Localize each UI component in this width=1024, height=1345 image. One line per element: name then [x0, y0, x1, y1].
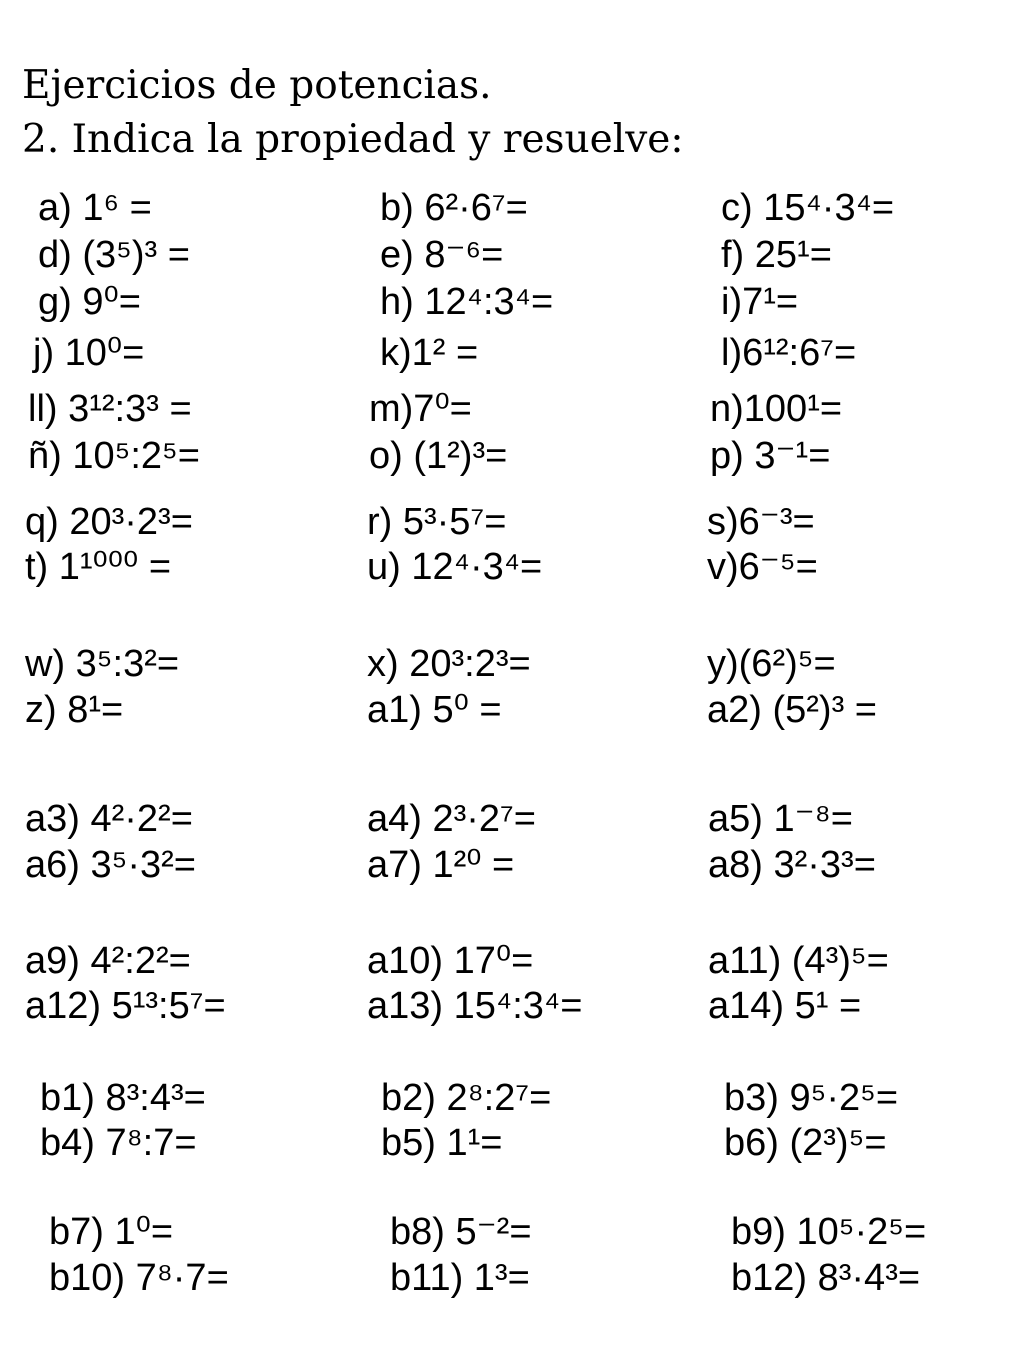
exercise-u: u) 12⁴·3⁴= [367, 546, 543, 588]
exercise-a14: a14) 5¹ = [708, 985, 862, 1027]
exercise-a8: a8) 3²·3³= [708, 844, 876, 886]
exercise-o: o) (1²)³= [369, 435, 508, 477]
exercise-instruction: 2. Indica la propiedad y resuelve: [22, 117, 684, 162]
exercise-n: n)100¹= [710, 388, 843, 430]
exercise-a4: a4) 2³·2⁷= [367, 798, 536, 840]
exercise-a2: a2) (5²)³ = [707, 689, 877, 731]
exercise-b8: b8) 5⁻²= [390, 1211, 532, 1253]
exercise-b3: b3) 9⁵·2⁵= [724, 1077, 899, 1119]
exercise-b11: b11) 1³= [390, 1257, 530, 1299]
exercise-a5: a5) 1⁻⁸= [708, 798, 853, 840]
exercise-e: e) 8⁻⁶= [380, 234, 504, 276]
exercise-d: d) (3⁵)³ = [38, 234, 190, 276]
exercise-a6: a6) 3⁵·3²= [25, 844, 196, 886]
exercise-b1: b1) 8³:4³= [40, 1077, 206, 1119]
exercise-m: m)7⁰= [369, 388, 472, 430]
worksheet-title: Ejercicios de potencias. [22, 63, 492, 108]
exercise-t: t) 1¹⁰⁰⁰ = [25, 546, 172, 588]
exercise-a1: a1) 5⁰ = [367, 689, 502, 731]
exercise-z: z) 8¹= [25, 689, 124, 731]
exercise-b5: b5) 1¹= [381, 1122, 503, 1164]
exercise-x: x) 20³:2³= [367, 643, 531, 685]
exercise-b: b) 6²·6⁷= [380, 187, 528, 229]
exercise-r: r) 5³·5⁷= [367, 501, 507, 543]
exercise-b10: b10) 7⁸·7= [49, 1257, 229, 1299]
exercise-ll: ll) 3¹²:3³ = [28, 388, 192, 430]
exercise-v: v)6⁻⁵= [707, 546, 818, 588]
exercise-c: c) 15⁴·3⁴= [721, 187, 895, 229]
exercise-f: f) 25¹= [721, 234, 832, 276]
exercise-i: i)7¹= [721, 281, 799, 323]
exercise-b9: b9) 10⁵·2⁵= [731, 1211, 927, 1253]
exercise-k: k)1² = [380, 332, 479, 374]
exercise-l: l)6¹²:6⁷= [721, 332, 857, 374]
exercise-b7: b7) 1⁰= [49, 1211, 174, 1253]
exercise-p: p) 3⁻¹= [710, 435, 831, 477]
exercise-q: q) 20³·2³= [25, 501, 193, 543]
exercise-a9: a9) 4²:2²= [25, 940, 191, 982]
exercise-a3: a3) 4²·2²= [25, 798, 193, 840]
exercise-b2: b2) 2⁸:2⁷= [381, 1077, 552, 1119]
exercise-h: h) 12⁴:3⁴= [380, 281, 554, 323]
exercise-b12: b12) 8³·4³= [731, 1257, 921, 1299]
exercise-j: j) 10⁰= [33, 332, 145, 374]
exercise-a11: a11) (4³)⁵= [708, 940, 889, 982]
exercise-b6: b6) (2³)⁵= [724, 1122, 887, 1164]
exercise-y: y)(6²)⁵= [707, 643, 836, 685]
exercise-enie: ñ) 10⁵:2⁵= [28, 435, 201, 477]
exercise-a13: a13) 15⁴:3⁴= [367, 985, 583, 1027]
exercise-w: w) 3⁵:3²= [25, 643, 180, 685]
exercise-s: s)6⁻³= [707, 501, 815, 543]
exercise-g: g) 9⁰= [38, 281, 141, 323]
exercise-a10: a10) 17⁰= [367, 940, 534, 982]
exercise-a12: a12) 5¹³:5⁷= [25, 985, 226, 1027]
exercise-a7: a7) 1²⁰ = [367, 844, 515, 886]
exercise-b4: b4) 7⁸:7= [40, 1122, 197, 1164]
exercise-a: a) 1⁶ = [38, 187, 152, 229]
